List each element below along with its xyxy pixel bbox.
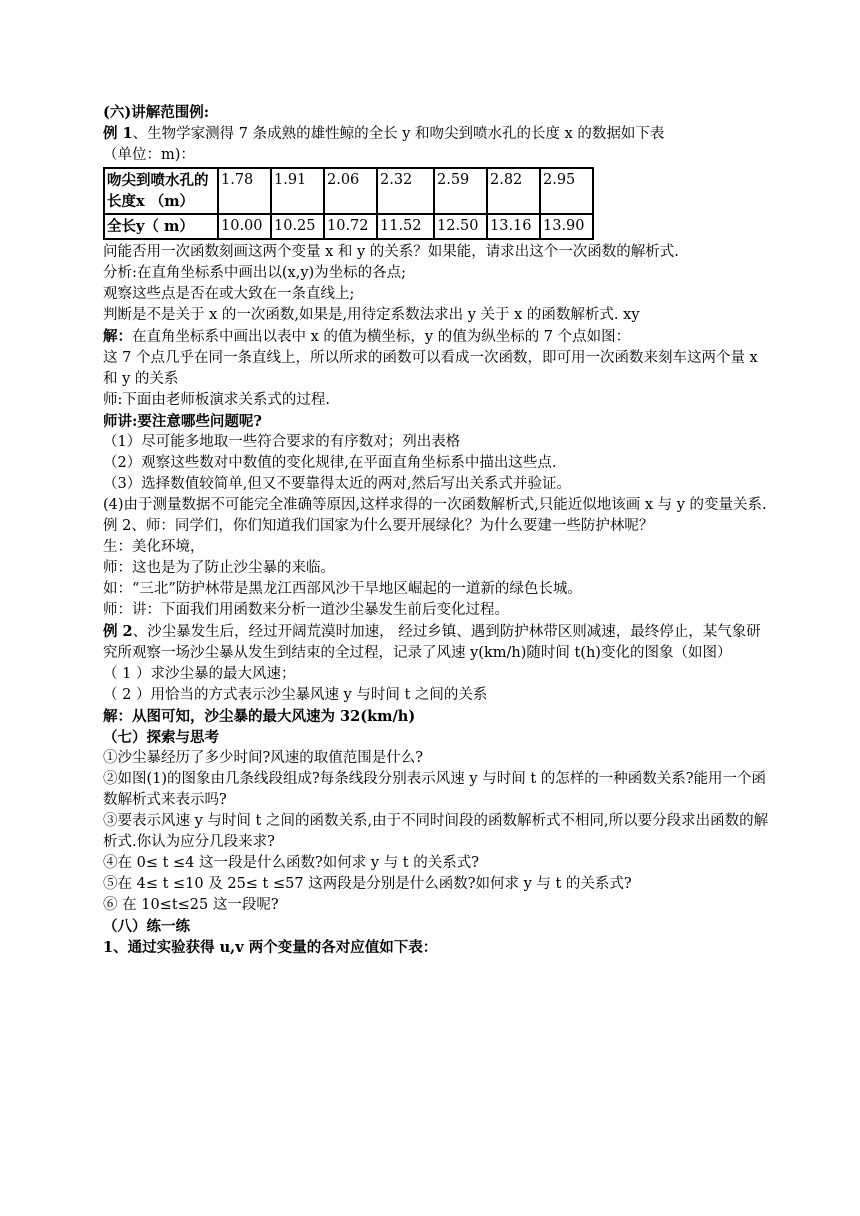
analysis-line: 观察这些点是否在或大致在一条直线上; — [103, 286, 355, 302]
step-item: （1）尽可能多地取一些符合要求的有序数对；列出表格 — [103, 434, 461, 450]
example2-text: 、沙尘暴发生后，经过开阔荒漠时加速， 经过乡镇、遇到防护林带区则减速，最终停止，某气象研究所观察一场沙尘暴从发生到结束的全过程，记录了风速 y(km/h)随时间 t(h)变化的图象（如图） — [103, 624, 761, 661]
example1-paragraph — [103, 123, 773, 145]
dialogue-line: 师：这也是为了防止沙尘暴的来临。 — [103, 560, 335, 576]
table-cell: 2.95 — [540, 168, 593, 214]
unit-note: （单位：m)： — [103, 147, 195, 163]
dialogue-line: 生：美化环境， — [103, 539, 205, 555]
table-cell: 11.52 — [377, 214, 434, 239]
analysis-line: 分析:在直角坐标系中画出以(x,y)为坐标的各点; — [103, 265, 407, 281]
whale-data-table — [103, 167, 594, 240]
table-cell: 10.25 — [271, 214, 324, 239]
table-cell: 10.72 — [324, 214, 377, 239]
analysis-line: 判断是不是关于 x 的一次函数,如果是,用待定系数法求出 y 关于 x 的函数解析式. xy — [103, 307, 640, 323]
row2-header: 全长y（ m） — [104, 214, 218, 239]
solution-paragraph — [103, 326, 773, 348]
solution-continuation: 这 7 个点几乎在同一条直线上，所以所求的函数可以看成一次函数，即可用一次函数来刻车这两个量 x 和 y 的关系 — [103, 350, 758, 387]
table-cell: 13.16 — [487, 214, 540, 239]
practice-item: 1、通过实验获得 u,v 两个变量的各对应值如下表： — [103, 939, 438, 956]
step-item: (4)由于测量数据不可能完全准确等原因,这样求得的一次函数解析式,只能近似地该画 x 与 y 的变量关系. — [103, 497, 767, 513]
explore-item: ①沙尘暴经历了多少时间?风速的取值范围是什么? — [103, 750, 424, 766]
solution-label: 解： — [103, 328, 132, 345]
example2-question: （ 1 ）求沙尘暴的最大风速； — [103, 666, 296, 682]
table-row — [104, 214, 593, 239]
table-cell: 2.06 — [324, 168, 377, 214]
explore-item: ③要表示风速 y 与时间 t 之间的函数关系,由于不同时间段的函数解析式不相同,所以要分段求出函数的解析式.你认为应分几段来求? — [103, 813, 769, 850]
step-item: （3）选择数值较简单,但又不要靠得太近的两对,然后写出关系式并验证。 — [103, 476, 571, 492]
explore-item: ⑥ 在 10≤t≤25 这一段呢? — [103, 897, 279, 913]
example1-label: 例 1 — [103, 125, 133, 142]
table-cell: 1.91 — [271, 168, 324, 214]
section8-heading: （八）练一练 — [103, 918, 190, 935]
table-cell: 1.78 — [218, 168, 271, 214]
example1-text: 、生物学家测得 7 条成熟的雄性鲸的全长 y 和吻尖到喷水孔的长度 x 的数据如下表 — [132, 126, 665, 142]
table-cell: 12.50 — [434, 214, 487, 239]
teacher-talk: 师讲:要注意哪些问题呢? — [103, 413, 262, 430]
dialogue-line: 例 2、师：同学们，你们知道我们国家为什么要开展绿化？为什么要建一些防护林呢？ — [103, 518, 654, 534]
table-cell: 10.00 — [218, 214, 271, 239]
question-text: 问能否用一次函数刻画这两个变量 x 和 y 的关系？如果能，请求出这个一次函数的解析式. — [103, 244, 679, 260]
table-row — [104, 168, 593, 214]
dialogue-line: 如：“三北”防护林带是黑龙江西部风沙干旱地区崛起的一道新的绿色长城。 — [103, 581, 582, 597]
step-item: （2）观察这些数对中数值的变化规律,在平面直角坐标系中描出这些点. — [103, 455, 557, 471]
example2-question: （ 2 ）用恰当的方式表示沙尘暴风速 y 与时间 t 之间的关系 — [103, 687, 488, 703]
section6-heading: (六)讲解范围例: — [103, 104, 210, 121]
solution-text: 在直角坐标系中画出以表中 x 的值为横坐标，y 的值为纵坐标的 7 个点如图： — [132, 329, 631, 345]
example2-paragraph — [103, 621, 773, 664]
explore-item: ②如图(1)的图象由几条线段组成?每条线段分别表示风速 y 与时间 t 的怎样的一种函数关系?能用一个函数解析式来表示吗? — [103, 771, 767, 808]
explore-item: ⑤在 4≤ t ≤10 及 25≤ t ≤57 这两段是分别是什么函数?如何求 y 与 t 的关系式? — [103, 876, 632, 892]
table-cell: 2.59 — [434, 168, 487, 214]
example2-solution: 解：从图可知，沙尘暴的最大风速为 32(km/h) — [103, 708, 416, 725]
table-cell: 2.32 — [377, 168, 434, 214]
table-cell: 13.90 — [540, 214, 593, 239]
table-cell: 2.82 — [487, 168, 540, 214]
row1-header: 吻尖到喷水孔的长度x （m） — [104, 168, 218, 214]
section7-heading: （七）探索与思考 — [103, 729, 219, 746]
document-page — [103, 102, 773, 958]
teacher-line: 师:下面由老师板演求关系式的过程. — [103, 392, 330, 408]
example2-label: 例 2 — [103, 623, 133, 640]
explore-item: ④在 0≤ t ≤4 这一段是什么函数?如何求 y 与 t 的关系式? — [103, 855, 480, 871]
dialogue-line: 师：讲：下面我们用函数来分析一道沙尘暴发生前后变化过程。 — [103, 602, 509, 618]
